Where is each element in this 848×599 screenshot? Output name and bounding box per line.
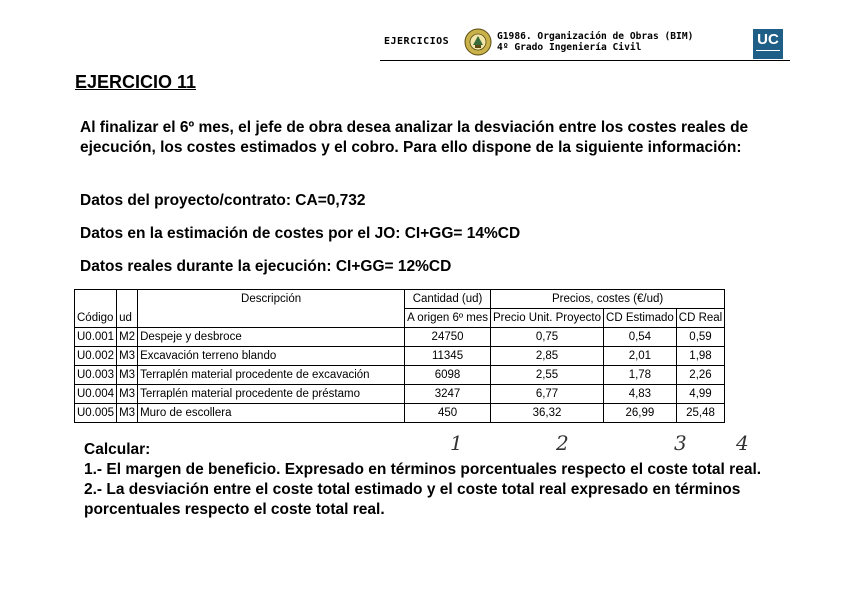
handwritten-mark-4: 4	[736, 431, 749, 455]
table-row	[75, 404, 725, 423]
course-title	[497, 31, 693, 53]
cell-cd-real: 4,99	[676, 385, 724, 404]
page-header	[0, 26, 848, 62]
header-descripcion: Descripción	[138, 290, 405, 309]
calculate-heading: Calcular:	[84, 441, 151, 458]
cell-cd-real: 0,59	[676, 328, 724, 347]
cell-codigo: U0.003	[75, 366, 117, 385]
handwritten-mark-2: 2	[556, 431, 569, 455]
project-data-line: Datos del proyecto/contrato: CA=0,732	[80, 192, 366, 209]
header-divider	[380, 60, 790, 61]
header-cantidad: Cantidad (ud)	[405, 290, 491, 309]
calculate-section	[84, 440, 784, 520]
cell-codigo: U0.002	[75, 347, 117, 366]
header-ud: ud	[117, 309, 138, 328]
handwritten-mark-3: 3	[674, 431, 687, 455]
logo-subtext	[756, 50, 780, 56]
header-codigo: Código	[75, 309, 117, 328]
calculate-item-2: 2.- La desviación entre el coste total estimado y el coste total real expresado en términos porcentuales respecto el coste total real.	[84, 481, 741, 518]
table-row	[75, 385, 725, 404]
logo-text: UC	[757, 31, 779, 48]
cell-codigo: U0.001	[75, 328, 117, 347]
section-label: EJERCICIOS	[384, 36, 450, 47]
header-cell-empty	[117, 290, 138, 309]
table-row	[75, 366, 725, 385]
intro-paragraph: Al finalizar el 6º mes, el jefe de obra desea analizar la desviación entre los costes reales de ejecución, los costes estimados y el cobro. Para ello dispone de la siguiente información:	[80, 119, 749, 156]
cell-codigo: U0.005	[75, 404, 117, 423]
university-logo	[753, 29, 783, 59]
header-precios: Precios, costes (€/ud)	[491, 290, 725, 309]
cell-descripcion: Terraplén material procedente de préstamo	[138, 385, 405, 404]
table-row	[75, 347, 725, 366]
cell-cantidad: 24750	[405, 328, 491, 347]
cell-descripcion: Muro de escollera	[138, 404, 405, 423]
cell-cd-real: 1,98	[676, 347, 724, 366]
cell-descripcion: Terraplén material procedente de excavación	[138, 366, 405, 385]
cell-ud: M3	[117, 347, 138, 366]
cell-cd-estimado: 2,01	[604, 347, 677, 366]
real-data-line: Datos reales durante la ejecución: CI+GG= 12%CD	[80, 258, 452, 275]
cell-cd-estimado: 1,78	[604, 366, 677, 385]
header-cd-real: CD Real	[676, 309, 724, 328]
course-line-2: 4º Grado Ingeniería Civil	[497, 42, 642, 53]
cell-precio: 6,77	[491, 385, 604, 404]
cell-cd-real: 2,26	[676, 366, 724, 385]
cell-cantidad: 11345	[405, 347, 491, 366]
cell-precio: 2,85	[491, 347, 604, 366]
cell-ud: M2	[117, 328, 138, 347]
handwritten-mark-1: 1	[450, 431, 463, 455]
exercise-title: EJERCICIO 11	[75, 72, 197, 92]
table-row	[75, 328, 725, 347]
cell-descripcion: Despeje y desbroce	[138, 328, 405, 347]
data-table	[74, 289, 725, 423]
cell-cantidad: 450	[405, 404, 491, 423]
cell-cd-estimado: 4,83	[604, 385, 677, 404]
cell-ud: M3	[117, 404, 138, 423]
header-cell-empty	[138, 309, 405, 328]
cell-ud: M3	[117, 366, 138, 385]
table-header-row	[75, 290, 725, 309]
cell-cd-real: 25,48	[676, 404, 724, 423]
header-precio-unit: Precio Unit. Proyecto	[491, 309, 604, 328]
cell-ud: M3	[117, 385, 138, 404]
cell-cantidad: 6098	[405, 366, 491, 385]
cell-cantidad: 3247	[405, 385, 491, 404]
cell-descripcion: Excavación terreno blando	[138, 347, 405, 366]
cell-precio: 2,55	[491, 366, 604, 385]
table-subheader-row	[75, 309, 725, 328]
cell-cd-estimado: 0,54	[604, 328, 677, 347]
header-cell-empty	[75, 290, 117, 309]
cell-cd-estimado: 26,99	[604, 404, 677, 423]
cell-precio: 36,32	[491, 404, 604, 423]
header-cd-estimado: CD Estimado	[604, 309, 677, 328]
calculate-item-1: 1.- El margen de beneficio. Expresado en términos porcentuales respecto el coste total real.	[84, 461, 762, 478]
cell-precio: 0,75	[491, 328, 604, 347]
cell-codigo: U0.004	[75, 385, 117, 404]
course-line-1: G1986. Organización de Obras (BIM)	[497, 31, 694, 42]
header-origen: A origen 6º mes	[405, 309, 491, 328]
emblem-icon	[464, 28, 492, 56]
estimation-data-line: Datos en la estimación de costes por el JO: CI+GG= 14%CD	[80, 225, 521, 242]
